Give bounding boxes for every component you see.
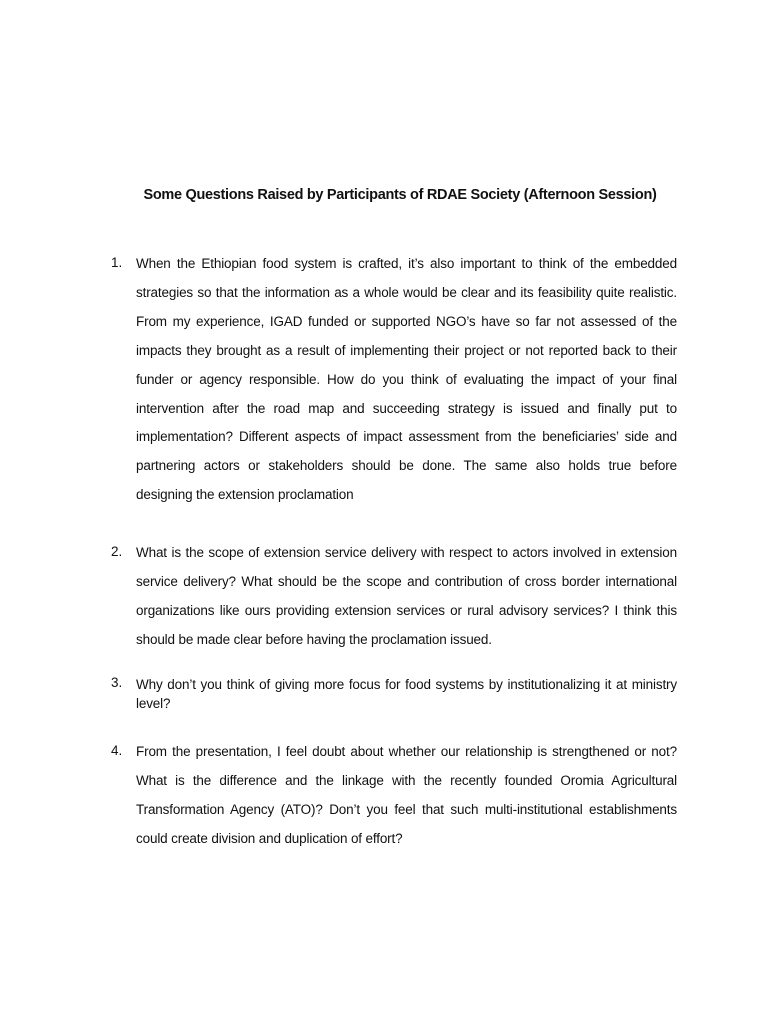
question-number: 3. <box>111 675 123 690</box>
document-title: Some Questions Raised by Participants of RDAE Society (Afternoon Session) <box>143 187 657 203</box>
question-item-1 <box>111 250 677 510</box>
question-number: 4. <box>111 743 123 758</box>
question-text: What is the scope of extension service delivery with respect to actors involved in extension service delivery? What should be the scope and contribution of cross border international organizations like ours providing extension services or rural advisory services? I think this should be made clear before having the proclamation issued. <box>136 545 677 647</box>
question-item-4 <box>111 738 677 854</box>
question-number: 1. <box>111 255 123 270</box>
question-text: Why don’t you think of giving more focus for food systems by institutionalizing it at ministry level? <box>136 677 677 711</box>
question-number: 2. <box>111 544 123 559</box>
question-item-2 <box>111 539 677 655</box>
question-text: When the Ethiopian food system is crafted, it’s also important to think of the embedded strategies so that the information as a whole would be clear and its feasibility quite realistic. From my experience, IGAD funded or supported NGO’s have so far not assessed of the impacts they brought as a result of implementing their project or not reported back to their funder or agency responsible. How do you think of evaluating the impact of your final intervention after the road map and succeeding strategy is issued and finally put to implementation? Different aspects of impact assessment from the beneficiaries’ side and partnering actors or stakeholders should be done. The same also holds true before designing the extension proclamation <box>136 256 677 503</box>
question-text: From the presentation, I feel doubt about whether our relationship is strengthened or not? What is the difference and the linkage with the recently founded Oromia Agricultural Transformation Agency (ATO)? Don’t you feel that such multi-institutional establishments could create division and duplication of effort? <box>136 744 677 846</box>
question-item-3 <box>111 675 677 713</box>
